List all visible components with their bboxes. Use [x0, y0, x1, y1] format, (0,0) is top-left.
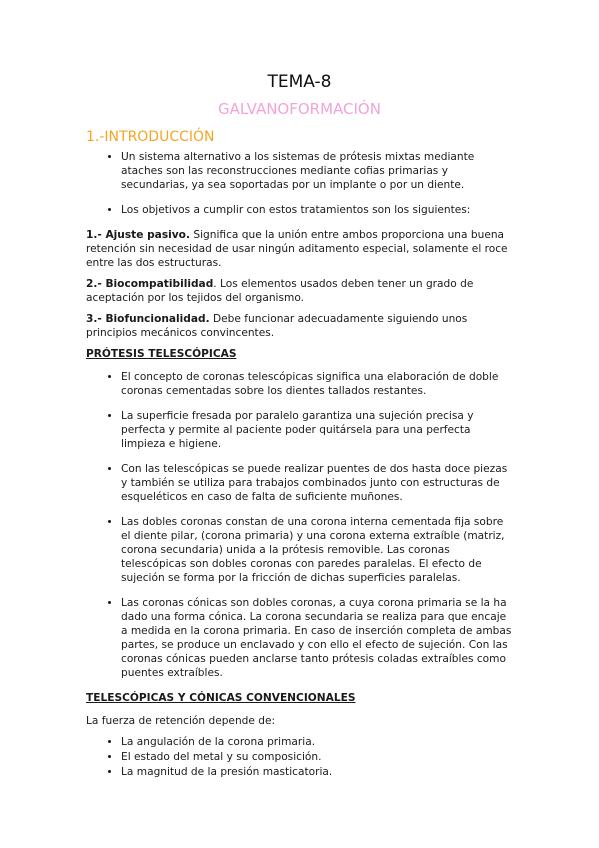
list-item: • El concepto de coronas telescópicas significa una elaboración de doble coronas cementadas sobre los dientes tallados restantes.: [121, 370, 516, 398]
document-body: [86, 130, 516, 780]
telescopic-list: [86, 370, 516, 680]
objective-paragraph: [86, 277, 516, 305]
list-item: • La superficie fresada por paralelo garantiza una sujeción precisa y perfecta y permite al paciente poder quitársela para una perfecta limpieza e higiene.: [121, 409, 516, 451]
objective-label: 2.- Biocompatibilidad: [86, 278, 214, 290]
objective-text: . Los elementos usados deben tener un grado de aceptación por los tejidos del organismo.: [86, 278, 474, 304]
objective-paragraph: [86, 228, 516, 270]
list-item: • La angulación de la corona primaria.: [121, 735, 516, 749]
page-subtitle: GALVANOFORMACIÓN: [218, 100, 381, 118]
objective-label: 1.- Ajuste pasivo.: [86, 229, 190, 241]
list-item: • Las dobles coronas constan de una corona interna cementada fija sobre el diente pilar, (corona primaria) y una corona externa extraíble (matriz, corona secundaria) unida a la prótesis removible. Las coronas telescópicas son dobles coronas con paredes paralelas. El efecto de sujeción se forma por la fricción de dichas superficies paralelas.: [121, 515, 516, 585]
section-heading-introduccion: 1.-INTRODUCCIÓN: [86, 129, 215, 145]
list-item: • Las coronas cónicas son dobles coronas, a cuya corona primaria se la ha dado una forma cónica. La corona secundaria se realiza para que encaje a medida en la corona primaria. En caso de inserción completa de ambas partes, se produce un enclavado y con ello el efecto de sujeción. Con las coronas cónicas pueden anclarse tanto prótesis coladas extraíbles como puentes extraíbles.: [121, 596, 516, 680]
retention-intro: La fuerza de retención depende de:: [86, 715, 276, 727]
list-item: • Un sistema alternativo a los sistemas de prótesis mixtas mediante ataches son las reconstrucciones mediante cofias primarias y secundarias, ya sea soportadas por un implante o por un diente.: [121, 150, 516, 192]
objective-text: Debe funcionar adecuadamente siguiendo unos principios mecánicos convincentes.: [86, 313, 468, 339]
section-heading-protesis-telescopicas: PRÓTESIS TELESCÓPICAS: [86, 348, 237, 360]
intro-list: [86, 150, 516, 217]
list-item: • La magnitud de la presión masticatoria.: [121, 765, 516, 779]
objective-paragraph: [86, 312, 516, 340]
list-item: • Los objetivos a cumplir con estos tratamientos son los siguientes:: [121, 203, 516, 217]
list-item: • Con las telescópicas se puede realizar puentes de dos hasta doce piezas y también se utiliza para trabajos combinados junto con estructuras de esqueléticos en caso de falta de suficiente muñones.: [121, 462, 516, 504]
page-title: TEMA-8: [267, 72, 332, 92]
list-item: • El estado del metal y su composición.: [121, 750, 516, 764]
retention-list: [86, 735, 516, 779]
objective-text: Significa que la unión entre ambos proporciona una buena retención sin necesidad de usar ningún aditamento especial, solamente el roce entre las dos estructuras.: [86, 229, 508, 269]
section-heading-telescopicas-conicas: TELESCÓPICAS Y CÓNICAS CONVENCIONALES: [86, 692, 356, 704]
objective-label: 3.- Biofuncionalidad.: [86, 313, 210, 325]
